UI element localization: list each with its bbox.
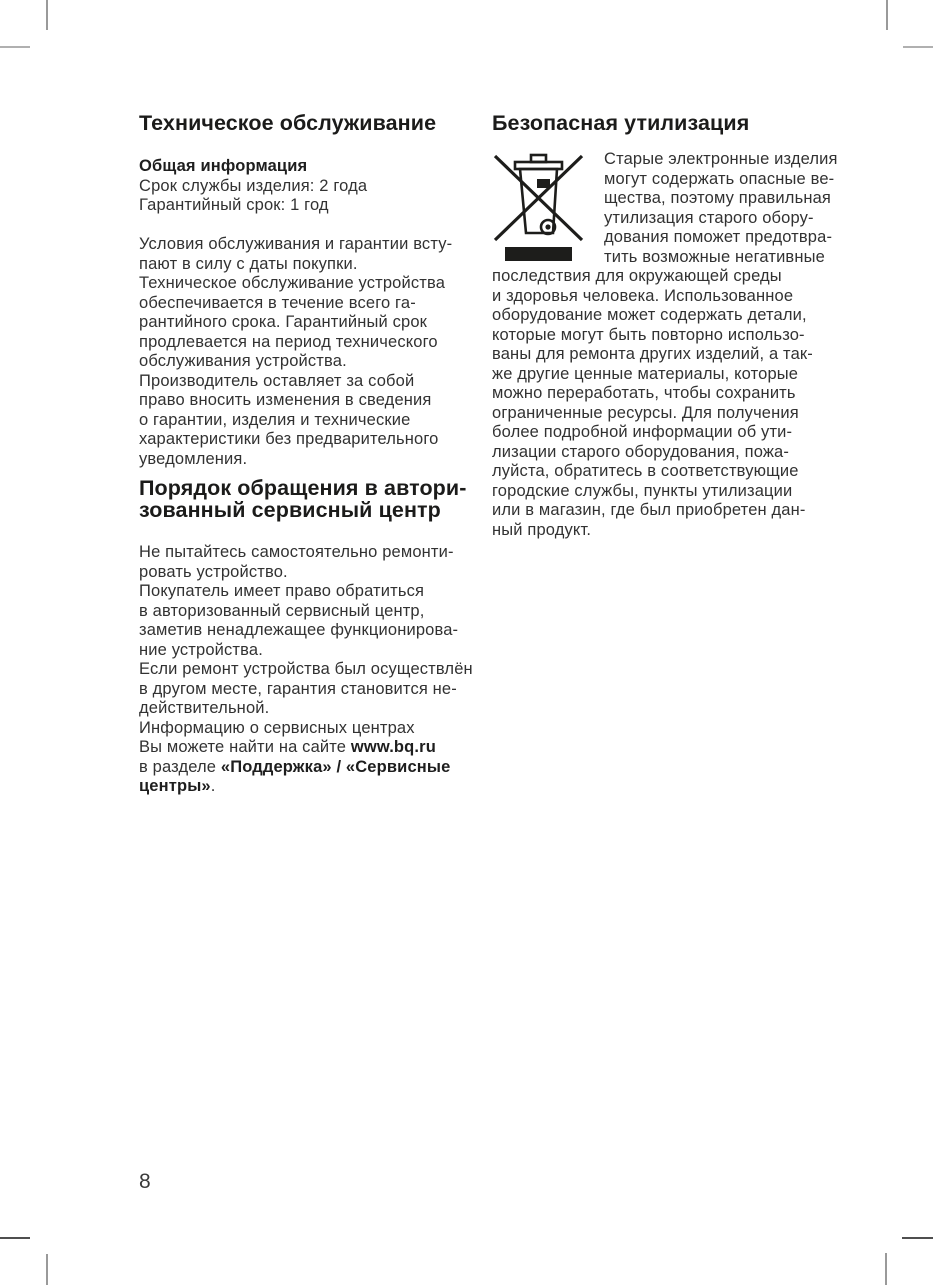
text-line: более подробной информации об ути- [492,423,793,441]
text-line: щества, поэтому правильная [604,189,831,207]
text-line: уведомления. [139,449,248,468]
text-line: зованный сервисный центр [139,497,441,522]
text-line: Условия обслуживания и гарантии всту- [139,235,453,253]
text-line: последствия для окружающей среды [492,267,782,285]
text-line: в авторизованный сервисный центр, [139,601,425,620]
text-line: Вы можете найти на сайте www.bq.ru [139,738,436,756]
crop-mark-top-left-horizontal [0,46,30,48]
text-line: обслуживания устройства. [139,352,347,370]
text-line: Техническое обслуживание устройства [139,274,446,292]
general-info-subtitle: Общая информация [139,157,308,175]
text-line: рантийного срока. Гарантийный срок [139,313,428,331]
disposal-paragraph [492,150,867,540]
service-center-paragraph [139,543,484,797]
text-line: действительной. [139,699,270,717]
text-line: ваны для ремонта других изделий, а так- [492,345,813,363]
text-line: можно переработать, чтобы сохранить [492,384,796,402]
column-disposal [492,112,867,540]
text-line: дования поможет предотвра- [604,228,833,246]
text-line: характеристики без предварительного [139,430,439,448]
text-line: продлевается на период технического [139,332,438,351]
crop-mark-bottom-right-horizontal [902,1237,933,1239]
text-line: право вносить изменения в сведения [139,391,432,409]
crop-mark-bottom-left-vertical [46,1254,48,1285]
text-line: в другом месте, гарантия становится не- [139,679,457,698]
text-line: Старые электронные изделия [604,150,838,168]
weee-crossed-out-bin-icon [492,150,592,262]
text-line: Порядок обращения в автори- [139,476,467,500]
text-line: могут содержать опасные ве- [604,169,835,188]
text-line: о гарантии, изделия и технические [139,410,411,429]
text-line: Не пытайтесь самостоятельно ремонти- [139,543,454,561]
text-line: тить возможные негативные [604,247,825,266]
text-line: обеспечивается в течение всего га- [139,293,416,312]
crop-mark-top-left-vertical [46,0,48,30]
text-line: в разделе «Поддержка» / «Сервисные [139,757,451,776]
text-line: Срок службы изделия: 2 года [139,176,368,195]
text-line: ние устройства. [139,640,263,659]
text-line: оборудование может содержать детали, [492,306,807,324]
crop-mark-top-right-horizontal [903,46,933,48]
text-line: Гарантийный срок: 1 год [139,196,329,214]
crop-mark-top-right-vertical [886,0,888,30]
text-line: утилизация старого обору- [604,208,814,227]
disposal-title: Безопасная утилизация [492,111,750,135]
text-line: ный продукт. [492,520,592,539]
text-line: Производитель оставляет за собой [139,371,415,390]
text-line: или в магазин, где был приобретен дан- [492,501,806,519]
text-line: пают в силу с даты покупки. [139,254,358,273]
crop-mark-bottom-left-horizontal [0,1237,30,1239]
text-line: Покупатель имеет право обратиться [139,582,425,600]
text-line: городские службы, пункты утилизации [492,481,793,500]
maintenance-title: Техническое обслуживание [139,111,437,135]
text-line: Если ремонт устройства был осуществлён [139,660,473,678]
text-line: лизации старого оборудования, пожа- [492,442,789,461]
text-line: заметив ненадлежащее функционирова- [139,621,459,639]
page-number: 8 [139,1170,151,1193]
crop-mark-bottom-right-vertical [885,1253,887,1285]
service-center-title [139,478,484,521]
general-info-lines [139,177,484,216]
text-line: же другие ценные материалы, которые [492,364,799,383]
text-line: ограниченные ресурсы. Для получения [492,403,799,422]
text-line: и здоровья человека. Использованное [492,286,794,305]
column-maintenance [139,112,484,797]
warranty-terms-paragraph [139,235,484,469]
text-line: которые могут быть повторно использо- [492,325,805,344]
text-line: центры». [139,777,216,795]
text-line: Информацию о сервисных центрах [139,718,415,737]
text-line: ровать устройство. [139,562,288,581]
text-line: луйста, обратитесь в соответствующие [492,462,799,480]
